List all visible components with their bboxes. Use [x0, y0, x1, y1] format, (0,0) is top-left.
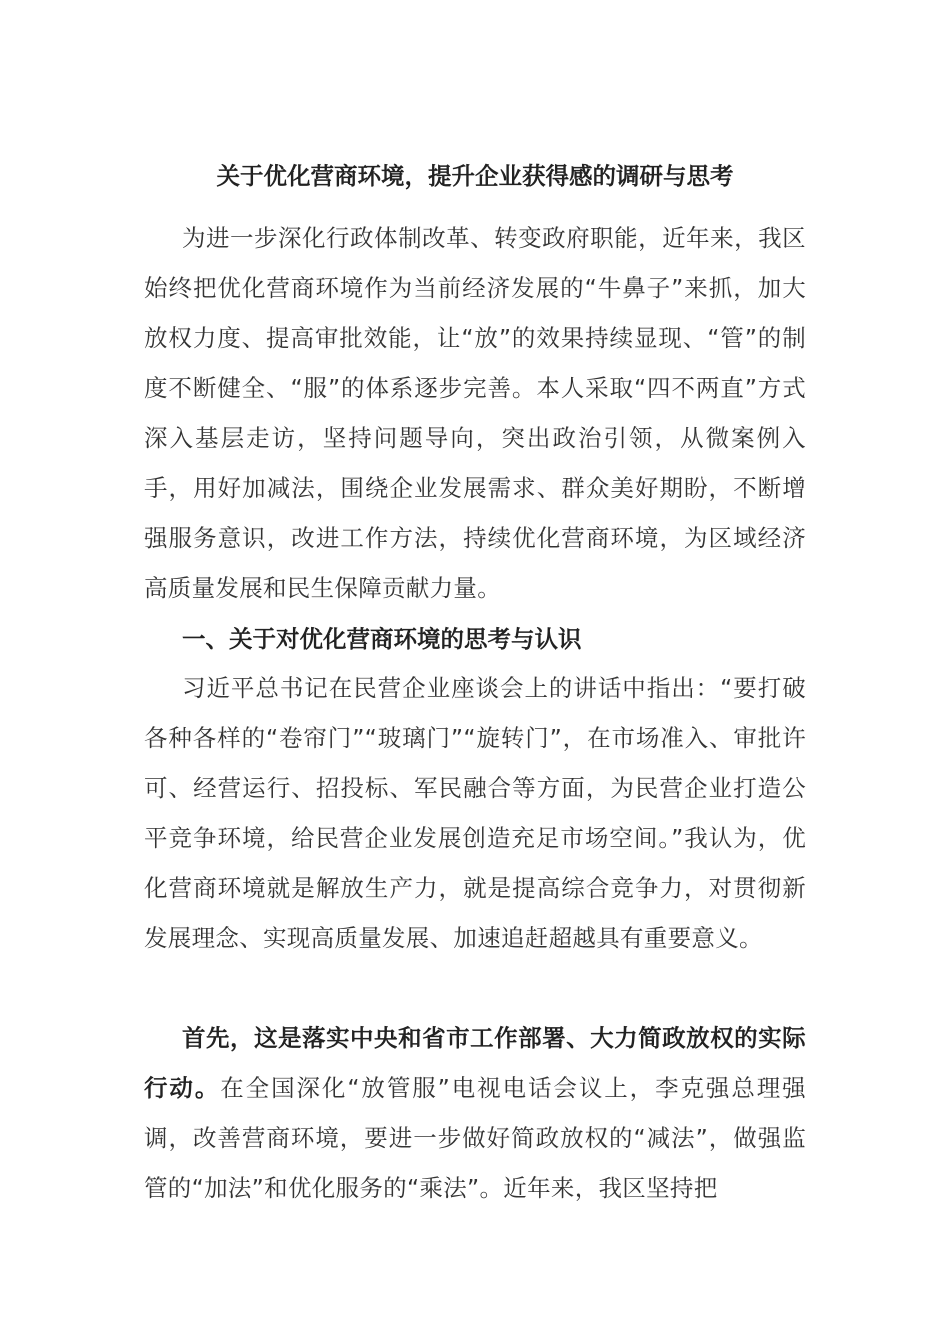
section-paragraph: 习近平总书记在民营企业座谈会上的讲话中指出：“要打破各种各样的“卷帘门”“玻璃门”“旋转门”，在市场准入、审批许可、经营运行、招投标、军民融合等方面，为民营企业打造公平竞争环境，给民营企业发展创造充足市场空间。”我认为，优化营商环境就是解放生产力，就是提高综合竞争力，对贯彻新发展理念、实现高质量发展、加速追赶超越具有重要意义。: [144, 674, 806, 952]
point-lead-bold: 首先，这是落实中央和省市工作部署、大力简政放权的实际行动。: [144, 1024, 806, 1102]
intro-paragraph: 为进一步深化行政体制改革、转变政府职能，近年来，我区始终把优化营商环境作为当前经济发展的“牛鼻子”来抓，加大放权力度、提高审批效能，让“放”的效果持续显现、“管”的制度不断健全、“服”的体系逐步完善。本人采取“四不两直”方式深入基层走访，坚持问题导向，突出政治引领，从微案例入手，用好加减法，围绕企业发展需求、群众美好期盼，不断增强服务意识，改进工作方法，持续优化营商环境，为区域经济高质量发展和民生保障贡献力量。: [144, 224, 806, 602]
point-body-text: 在全国深化“放管服”电视电话会议上，李克强总理强调，改善营商环境，要进一步做好简政放权的“减法”，做强监管的“加法”和优化服务的“乘法”。近年来，我区坚持把: [144, 1074, 806, 1202]
document-title: 关于优化营商环境，提升企业获得感的调研与思考: [216, 162, 734, 190]
point-paragraph: [144, 1013, 806, 1213]
section-heading: 一、关于对优化营商环境的思考与认识: [182, 625, 582, 653]
